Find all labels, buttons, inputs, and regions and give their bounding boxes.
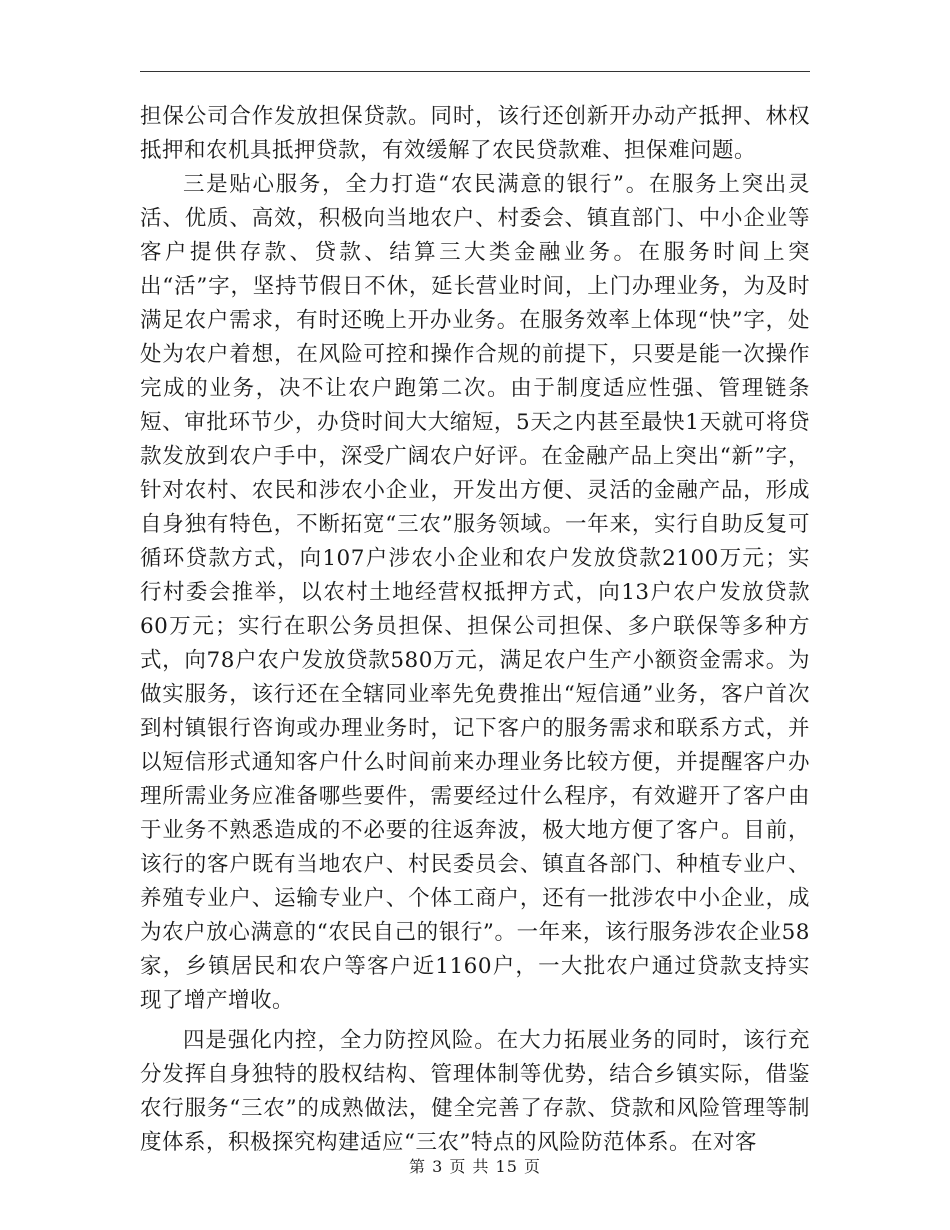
header-rule: [140, 71, 810, 72]
document-body: [140, 100, 810, 1160]
paragraph-service: 三是贴心服务，全力打造“农民满意的银行”。在服务上突出灵活、优质、高效，积极向当地农户、村委会、镇直部门、中小企业等客户提供存款、贷款、结算三大类金融业务。在服务时间上突出“活”字，坚持节假日不休，延长营业时间，上门办理业务，为及时满足农户需求，有时还晚上开办业务。在服务效率上体现“快”字，处处为农户着想，在风险可控和操作合规的前提下，只要是能一次操作完成的业务，决不让农户跑第二次。由于制度适应性强、管理链条短、审批环节少，办贷时间大大缩短，5天之内甚至最快1天就可将贷款发放到农户手中，深受广阔农户好评。在金融产品上突出“新”字，针对农村、农民和涉农小企业，开发出方便、灵活的金融产品，形成自身独有特色，不断拓宽“三农”服务领域。一年来，实行自助反复可循环贷款方式，向107户涉农小企业和农户发放贷款2100万元；实行村委会推举，以农村土地经营权抵押方式，向13户农户发放贷款60万元；实行在职公务员担保、担保公司担保、多户联保等多种方式，向78户农户发放贷款580万元，满足农户生产小额资金需求。为做实服务，该行还在全辖同业率先免费推出“短信通”业务，客户首次到村镇银行咨询或办理业务时，记下客户的服务需求和联系方式，并以短信形式通知客户什么时间前来办理业务比较方便，并提醒客户办理所需业务应准备哪些要件，需要经过什么程序，有效避开了客户由于业务不熟悉造成的不必要的往返奔波，极大地方便了客户。目前，该行的客户既有当地农户、村民委员会、镇直各部门、种植专业户、养殖专业户、运输专业户、个体工商户，还有一批涉农中小企业，成为农户放心满意的“农民自己的银行”。一年来，该行服务涉农企业58家，乡镇居民和农户等客户近1160户，一大批农户通过贷款支持实现了增产增收。: [140, 172, 810, 1013]
paragraph-risk-control: 四是强化内控，全力防控风险。在大力拓展业务的同时，该行充分发挥自身独特的股权结构、管理体制等优势，结合乡镇实际，借鉴农行服务“三农”的成熟做法，健全完善了存款、贷款和风险管理等制度体系，积极探究构建适应“三农”特点的风险防范体系。在对客: [140, 1028, 810, 1155]
page-footer: 第 3 页 共 15 页: [409, 1157, 541, 1176]
paragraph-continuation: 担保公司合作发放担保贷款。同时，该行还创新开办动产抵押、林权抵押和农机具抵押贷款，有效缓解了农民贷款难、担保难问题。: [140, 104, 810, 163]
